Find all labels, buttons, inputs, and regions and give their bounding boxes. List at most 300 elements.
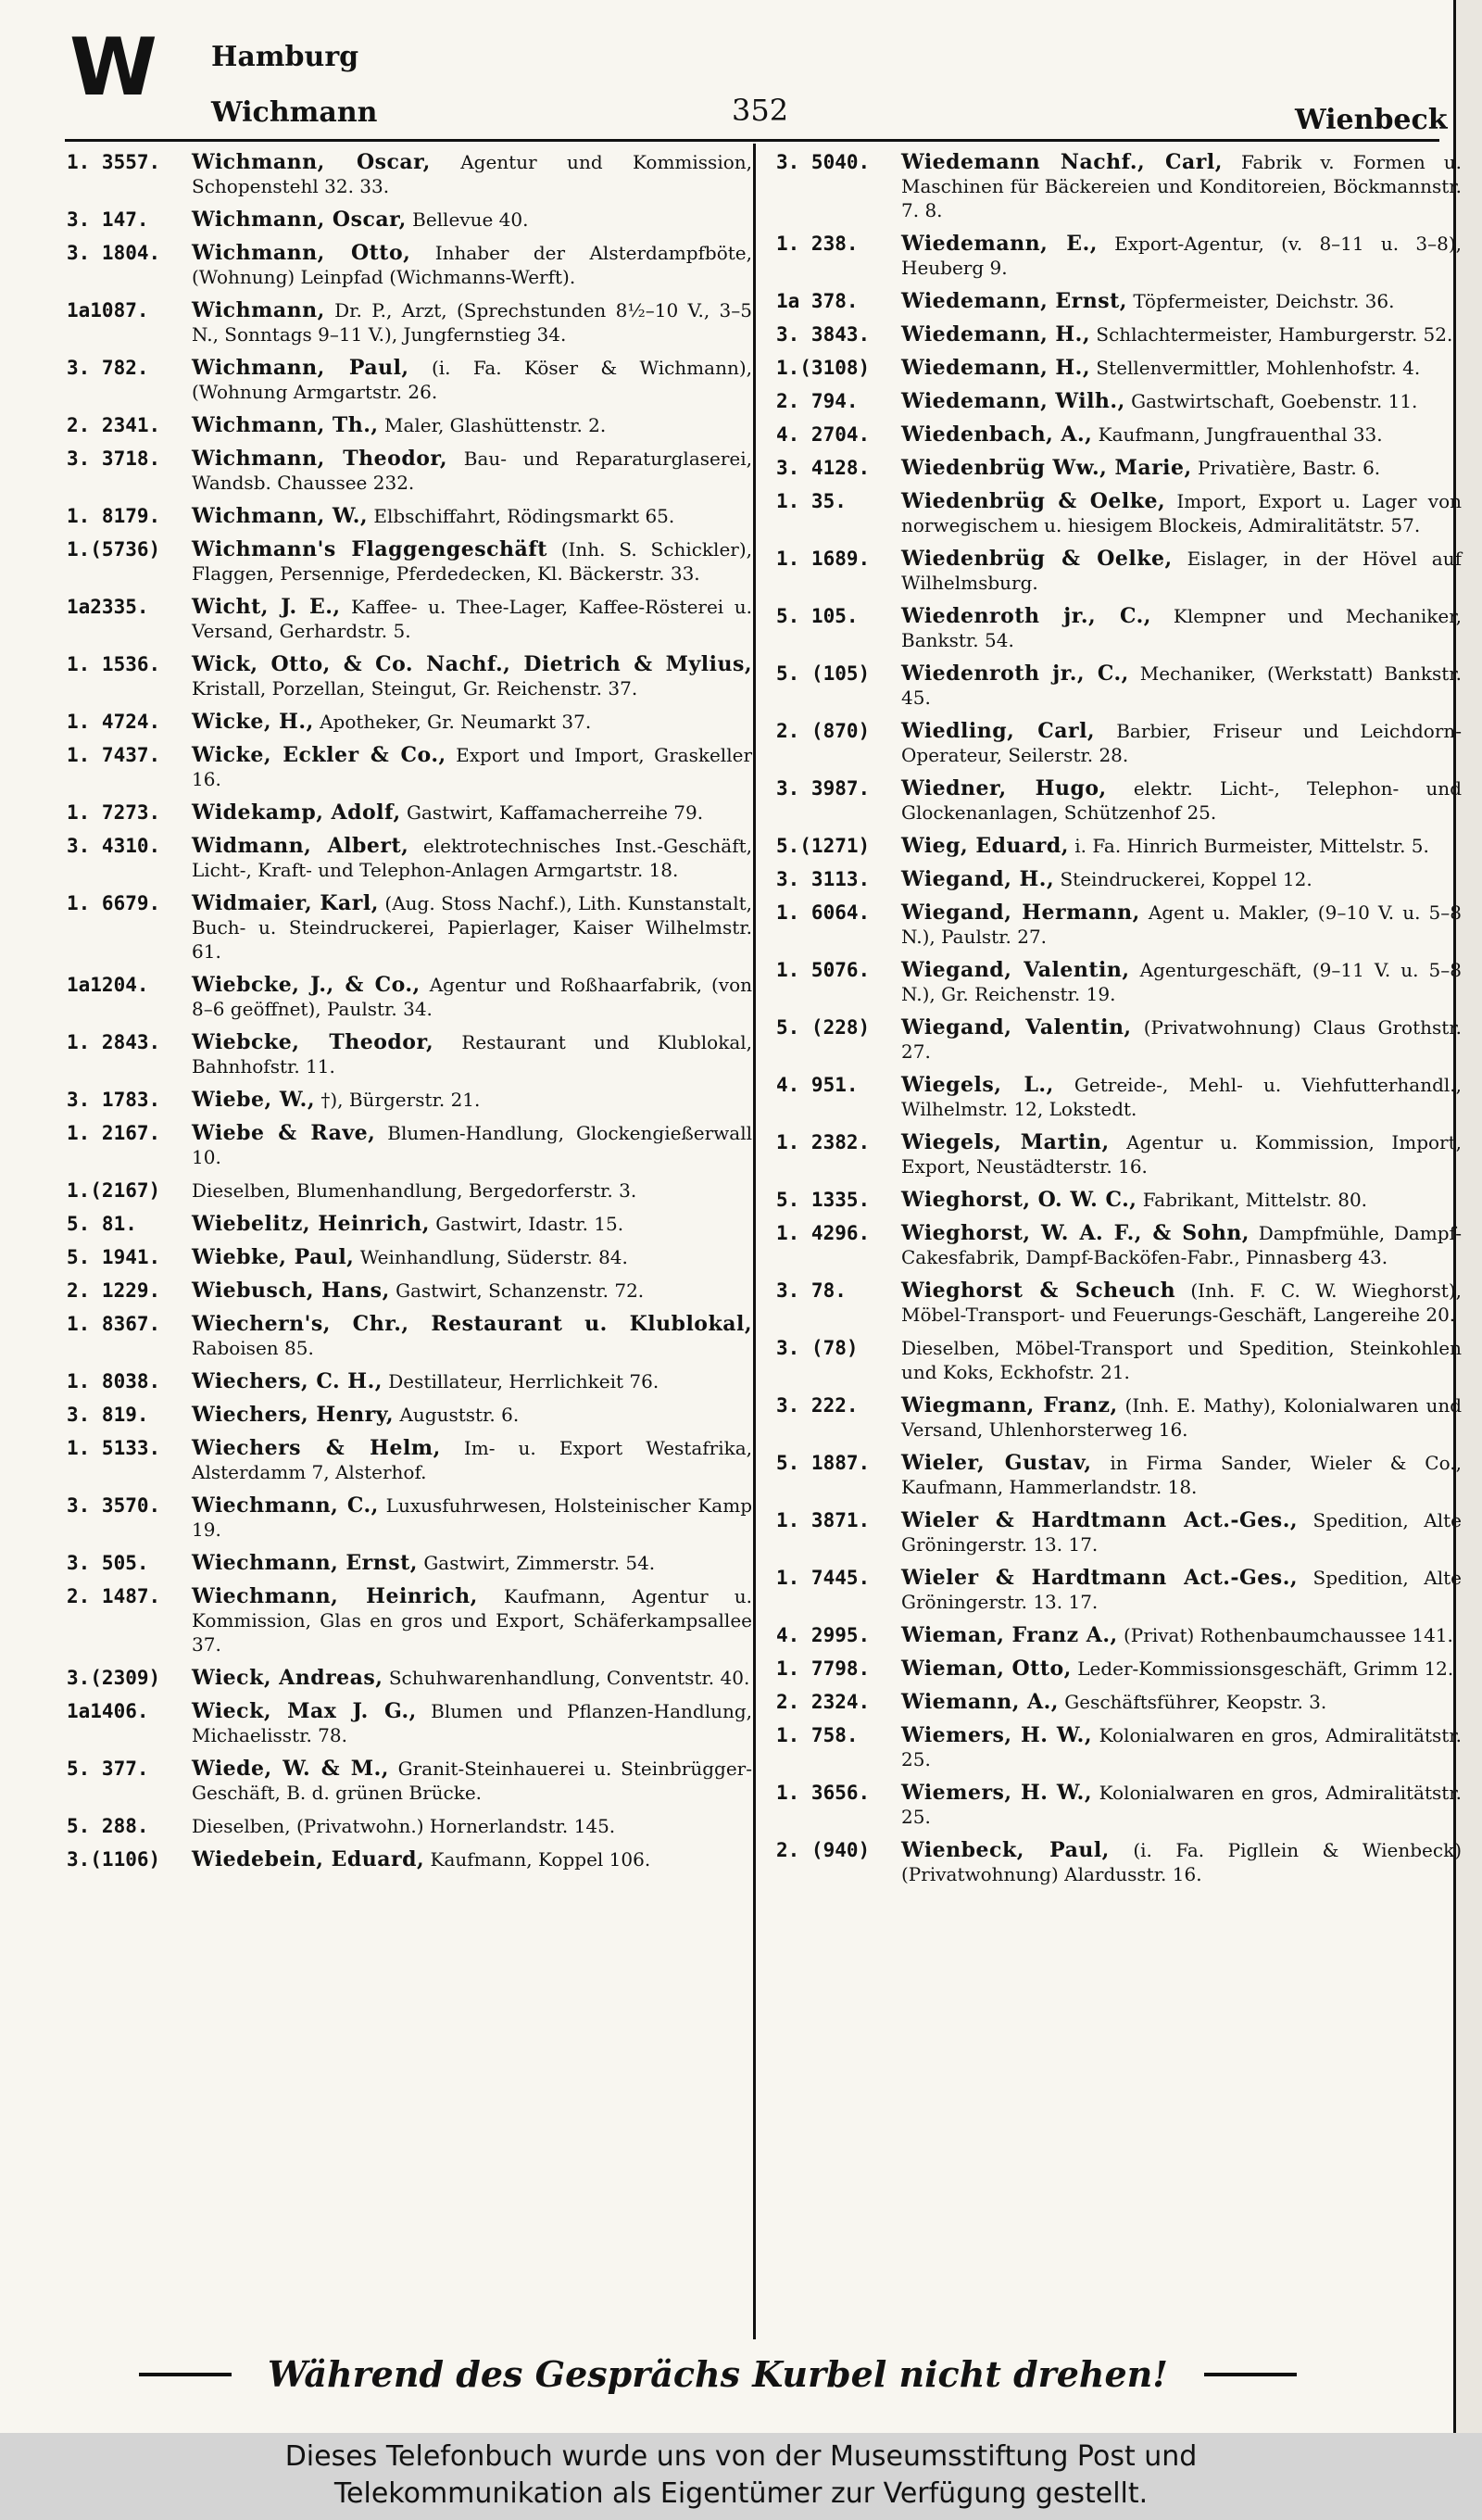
entry-body bbox=[192, 1847, 752, 1871]
directory-entry bbox=[776, 1781, 1462, 1829]
phone-number: 3. 4128. bbox=[776, 457, 871, 479]
entry-body bbox=[901, 1781, 1462, 1829]
directory-entry bbox=[776, 547, 1462, 595]
entry-name: Wieler, Gustav, bbox=[901, 1451, 1092, 1475]
entry-details: (i. Fa. Pigllein & Wienbeck) (Privatwohnung) Alardusstr. 16. bbox=[901, 1839, 1463, 1885]
directory-entry bbox=[776, 150, 1462, 222]
entry-name: Wiebe, W., bbox=[192, 1088, 315, 1112]
entry-name: Wiegand, Valentin, bbox=[901, 958, 1130, 982]
entry-body bbox=[901, 232, 1462, 280]
phone-number: 1. 758. bbox=[776, 1724, 859, 1746]
directory-entry bbox=[776, 1015, 1462, 1064]
phone-number: 4. 2995. bbox=[776, 1624, 871, 1646]
section-letter: W bbox=[69, 21, 156, 114]
entry-name: Wichmann, Oscar, bbox=[192, 150, 431, 174]
phone-number: 4. 951. bbox=[776, 1074, 859, 1096]
entry-body bbox=[901, 489, 1462, 537]
entry-body bbox=[192, 1212, 752, 1236]
entry-details: Agenturgeschäft, (9–11 V. u. 5–8 N.), Gr. Reichenstr. 19. bbox=[901, 959, 1463, 1005]
entry-body bbox=[192, 743, 752, 791]
entry-name: Wiedenbrüg Ww., Marie, bbox=[901, 456, 1192, 480]
phone-number: 5. 377. bbox=[67, 1758, 149, 1780]
directory-entry bbox=[67, 1666, 752, 1690]
entry-name: Wiemers, H. W., bbox=[901, 1723, 1093, 1747]
entry-details: Auguststr. 6. bbox=[399, 1404, 520, 1426]
entry-details: Kaufmann, Jungfrauenthal 33. bbox=[1098, 423, 1383, 446]
entry-body bbox=[192, 1030, 752, 1078]
entry-name: Wiedemann, H., bbox=[901, 356, 1091, 380]
phone-number: 1. 8179. bbox=[67, 505, 161, 527]
phone-number: 3. 222. bbox=[776, 1394, 859, 1417]
entry-body bbox=[901, 901, 1462, 949]
entry-details: Getreide-, Mehl- u. Viehfutterhandl., Wilhelmstr. 12, Lokstedt. bbox=[901, 1074, 1463, 1120]
entry-name: Wichmann, Oscar, bbox=[192, 208, 407, 232]
entry-name: Wiemann, A., bbox=[901, 1690, 1059, 1714]
directory-entry bbox=[67, 447, 752, 495]
directory-entry bbox=[67, 652, 752, 700]
phone-number: 1a2335. bbox=[67, 596, 149, 618]
directory-entry bbox=[67, 710, 752, 734]
directory-entry bbox=[67, 356, 752, 404]
entry-body bbox=[901, 1188, 1462, 1212]
phone-number: 3. 782. bbox=[67, 357, 149, 379]
phone-number: 1a1406. bbox=[67, 1700, 149, 1722]
entry-body bbox=[192, 1088, 752, 1112]
entry-details: (Privatwohnung) Claus Grothstr. 27. bbox=[901, 1016, 1463, 1063]
phone-number: 1. 2167. bbox=[67, 1122, 161, 1144]
entry-name: Wiedenroth jr., C., bbox=[901, 662, 1129, 686]
directory-entry bbox=[776, 1690, 1462, 1714]
directory-entry bbox=[67, 595, 752, 643]
first-entry-heading: Wichmann bbox=[211, 96, 378, 129]
entry-details: Klempner und Mechaniker, Bankstr. 54. bbox=[901, 605, 1462, 651]
entry-name: Wiedenbrüg & Oelke, bbox=[901, 489, 1166, 513]
entry-body bbox=[901, 1279, 1462, 1327]
phone-number: 1. 5076. bbox=[776, 959, 871, 981]
phone-number: 1.(2167) bbox=[67, 1179, 161, 1202]
entry-name: Wieler & Hardtmann Act.-Ges., bbox=[901, 1508, 1299, 1532]
directory-entry bbox=[67, 1814, 752, 1838]
entry-body bbox=[901, 1451, 1462, 1499]
directory-entry bbox=[776, 1336, 1462, 1384]
entry-details: Weinhandlung, Süderstr. 84. bbox=[359, 1246, 628, 1268]
entry-details: Dr. P., Arzt, (Sprechstunden 8½–10 V., 3–5 N., Sonntags 9–11 V.), Jungfernstieg 34. bbox=[192, 299, 752, 346]
phone-number: 5. 1335. bbox=[776, 1189, 871, 1211]
directory-entry bbox=[776, 776, 1462, 825]
directory-entry bbox=[67, 298, 752, 346]
right-column bbox=[776, 150, 1462, 1896]
directory-entry bbox=[67, 1493, 752, 1542]
phone-number: 2. 1487. bbox=[67, 1585, 161, 1607]
entry-name: Wichmann's Flaggengeschäft bbox=[192, 537, 547, 561]
entry-name: Wiegels, L., bbox=[901, 1073, 1054, 1097]
phone-number: 1.(5736) bbox=[67, 538, 161, 561]
entry-name: Wiebke, Paul, bbox=[192, 1245, 355, 1269]
entry-name: Widmann, Albert, bbox=[192, 834, 409, 858]
entry-details: Geschäftsführer, Keopstr. 3. bbox=[1064, 1691, 1327, 1713]
phone-number: 3. 819. bbox=[67, 1404, 149, 1426]
entry-name: Wiedebein, Eduard, bbox=[192, 1847, 425, 1871]
entry-details: Privatière, Bastr. 6. bbox=[1198, 457, 1381, 479]
directory-entry bbox=[67, 1088, 752, 1112]
phone-number: 1. 7437. bbox=[67, 744, 161, 766]
entry-details: Maler, Glashüttenstr. 2. bbox=[383, 414, 607, 436]
entry-name: Wiedemann Nachf., Carl, bbox=[901, 150, 1223, 174]
entry-body bbox=[901, 776, 1462, 825]
directory-entry bbox=[67, 1178, 752, 1203]
entry-details: Fabrik v. Formen u. Maschinen für Bäckereien und Konditoreien, Böckmannstr. 7. 8. bbox=[901, 151, 1462, 221]
entry-details: Import, Export u. Lager von norwegischem u. hiesigem Blockeis, Admiralitätstr. 57. bbox=[901, 490, 1463, 536]
entry-name: Wieck, Max J. G., bbox=[192, 1699, 417, 1723]
slogan-text: Während des Gesprächs Kurbel nicht drehen! bbox=[268, 2353, 1168, 2395]
entry-details: Inhaber der Alsterdampfböte, (Wohnung) Leinpfad (Wichmanns-Werft). bbox=[192, 242, 752, 288]
entry-details: Spedition, Alte Gröningerstr. 13. 17. bbox=[901, 1567, 1463, 1613]
phone-number: 5. 105. bbox=[776, 605, 859, 627]
entry-name: Wiemers, H. W., bbox=[901, 1781, 1093, 1805]
entry-body bbox=[192, 800, 752, 825]
entry-details: Leder-Kommissionsgeschäft, Grimm 12. bbox=[1077, 1657, 1454, 1680]
entry-body bbox=[901, 1393, 1462, 1442]
phone-number: 3. 78. bbox=[776, 1279, 847, 1302]
entry-body bbox=[192, 1369, 752, 1393]
directory-entry bbox=[776, 1221, 1462, 1269]
phone-number: 3. 3570. bbox=[67, 1494, 161, 1517]
phone-number: 3. 1804. bbox=[67, 242, 161, 264]
entry-details: Kaffee- u. Thee-Lager, Kaffee-Rösterei u. Versand, Gerhardstr. 5. bbox=[192, 596, 752, 642]
phone-number: 3. 4310. bbox=[67, 835, 161, 857]
slogan-row bbox=[139, 2353, 1297, 2395]
directory-entry bbox=[67, 743, 752, 791]
entry-name: Wiechmann, Ernst, bbox=[192, 1551, 418, 1575]
entry-body bbox=[901, 150, 1462, 222]
phone-number: 2. 2324. bbox=[776, 1691, 871, 1713]
entry-name: Wiedemann, H., bbox=[901, 322, 1091, 346]
entry-body bbox=[192, 537, 752, 586]
directory-entry bbox=[67, 150, 752, 198]
directory-entry bbox=[776, 322, 1462, 346]
entry-name: Wichmann, Paul, bbox=[192, 356, 409, 380]
phone-number: 1. 8367. bbox=[67, 1313, 161, 1335]
entry-details: Stellenvermittler, Mohlenhofstr. 4. bbox=[1096, 357, 1421, 379]
entry-name: Wienbeck, Paul, bbox=[901, 1838, 1110, 1862]
directory-entry bbox=[776, 1130, 1462, 1178]
footer-notice bbox=[0, 2433, 1482, 2520]
phone-number: 1a 378. bbox=[776, 290, 859, 312]
entry-body bbox=[901, 456, 1462, 480]
entry-details: Agent u. Makler, (9–10 V. u. 5–8 N.), Paulstr. 27. bbox=[901, 901, 1463, 948]
entry-body bbox=[192, 1493, 752, 1542]
directory-entry bbox=[776, 834, 1462, 858]
entry-details: Barbier, Friseur und Leichdorn-Operateur, Seilerstr. 28. bbox=[901, 720, 1463, 766]
entry-name: Wiechers, Henry, bbox=[192, 1403, 395, 1427]
entry-body bbox=[192, 298, 752, 346]
entry-name: Wiebusch, Hans, bbox=[192, 1279, 390, 1303]
entry-name: Wiechmann, C., bbox=[192, 1493, 379, 1518]
phone-number: 1. 4724. bbox=[67, 711, 161, 733]
entry-name: Wiegels, Martin, bbox=[901, 1130, 1110, 1154]
entry-name: Wiedenbrüg & Oelke, bbox=[901, 547, 1173, 571]
entry-details: Restaurant und Klublokal, Bahnhofstr. 11. bbox=[192, 1031, 752, 1077]
directory-entry bbox=[776, 1073, 1462, 1121]
entry-details: Steindruckerei, Koppel 12. bbox=[1060, 868, 1312, 890]
phone-number: 3.(2309) bbox=[67, 1667, 161, 1689]
directory-entry bbox=[67, 1436, 752, 1484]
entry-body bbox=[192, 1699, 752, 1747]
footer-line-1: Dieses Telefonbuch wurde uns von der Museumsstiftung Post und bbox=[284, 2440, 1198, 2473]
directory-entry bbox=[67, 891, 752, 964]
phone-number: 1. 7273. bbox=[67, 801, 161, 824]
phone-number: 5. 288. bbox=[67, 1815, 149, 1837]
directory-entry bbox=[776, 958, 1462, 1006]
entry-body bbox=[901, 1657, 1462, 1681]
entry-body bbox=[901, 1838, 1462, 1886]
entry-name: Wiechers, C. H., bbox=[192, 1369, 383, 1393]
entry-details: Luxusfuhrwesen, Holsteinischer Kamp 19. bbox=[192, 1494, 752, 1541]
directory-entry bbox=[67, 241, 752, 289]
phone-number: 3. 5040. bbox=[776, 151, 871, 173]
entry-details: Kaufmann, Koppel 106. bbox=[430, 1848, 651, 1871]
directory-entry bbox=[776, 867, 1462, 891]
entry-body bbox=[192, 208, 752, 232]
phone-number: 3. 3113. bbox=[776, 868, 871, 890]
directory-entry bbox=[67, 1030, 752, 1078]
directory-entry bbox=[776, 1838, 1462, 1886]
directory-entry bbox=[67, 208, 752, 232]
phone-number: 5. 1887. bbox=[776, 1452, 871, 1474]
entry-details: i. Fa. Hinrich Burmeister, Mittelstr. 5. bbox=[1074, 835, 1429, 857]
entry-body bbox=[192, 1584, 752, 1657]
directory-entry bbox=[67, 1584, 752, 1657]
entry-body bbox=[192, 652, 752, 700]
entry-body bbox=[192, 447, 752, 495]
directory-entry bbox=[776, 1188, 1462, 1212]
entry-details: Gastwirt, Schanzenstr. 72. bbox=[396, 1279, 645, 1302]
directory-entry bbox=[776, 1279, 1462, 1327]
phone-number: 5. (228) bbox=[776, 1016, 871, 1039]
entry-details: Agentur u. Kommission, Import, Export, Neustädterstr. 16. bbox=[901, 1131, 1462, 1178]
entry-details: (Inh. S. Schickler), Flaggen, Persennige, Pferdedecken, Kl. Bäckerstr. 33. bbox=[192, 538, 752, 585]
directory-entry bbox=[67, 1369, 752, 1393]
entry-name: Wieman, Otto, bbox=[901, 1657, 1072, 1681]
entry-body bbox=[901, 422, 1462, 447]
phone-number: 5.(1271) bbox=[776, 835, 871, 857]
entry-name: Wiede, W. & M., bbox=[192, 1757, 389, 1781]
directory-entry bbox=[776, 901, 1462, 949]
phone-number: 1. 1536. bbox=[67, 653, 161, 675]
entry-details: Eislager, in der Hövel auf Wilhelmsburg. bbox=[901, 548, 1463, 594]
directory-entry bbox=[67, 973, 752, 1021]
entry-body bbox=[901, 1336, 1462, 1384]
entry-name: Wiechern's, Chr., Restaurant u. Klublokal, bbox=[192, 1312, 752, 1336]
entry-details: Dieselben, Blumenhandlung, Bergedorferstr. 3. bbox=[192, 1179, 637, 1202]
entry-name: Wiedemann, Ernst, bbox=[901, 289, 1127, 313]
entry-details: Töpfermeister, Deichstr. 36. bbox=[1133, 290, 1395, 312]
entry-body bbox=[901, 834, 1462, 858]
phone-number: 1. 3557. bbox=[67, 151, 161, 173]
entry-body bbox=[901, 356, 1462, 380]
phone-number: 1. 2382. bbox=[776, 1131, 871, 1153]
phone-number: 1. 5133. bbox=[67, 1437, 161, 1459]
phone-number: 2. (870) bbox=[776, 720, 871, 742]
entry-body bbox=[192, 1814, 752, 1838]
phone-number: 1. 2843. bbox=[67, 1031, 161, 1053]
directory-entry bbox=[67, 504, 752, 528]
entry-details: Export und Import, Graskeller 16. bbox=[192, 744, 752, 790]
entry-details: Dieselben, Möbel-Transport und Spedition, Steinkohlen und Koks, Eckhofstr. 21. bbox=[901, 1337, 1462, 1383]
phone-number: 1. 3656. bbox=[776, 1782, 871, 1804]
entry-details: Destillateur, Herrlichkeit 76. bbox=[388, 1370, 659, 1392]
entry-details: Granit-Steinhauerei u. Steinbrügger-Geschäft, B. d. grünen Brücke. bbox=[192, 1758, 752, 1804]
entry-details: Export-Agentur, (v. 8–11 u. 3–8), Heuberg 9. bbox=[901, 233, 1462, 279]
phone-number: 5. 1941. bbox=[67, 1246, 161, 1268]
phone-number: 1a1087. bbox=[67, 299, 149, 321]
entry-details: Dieselben, (Privatwohn.) Hornerlandstr. 145. bbox=[192, 1815, 616, 1837]
entry-name: Wiebelitz, Heinrich, bbox=[192, 1212, 430, 1236]
directory-entry bbox=[67, 1551, 752, 1575]
entry-body bbox=[192, 1312, 752, 1360]
directory-entry bbox=[776, 1566, 1462, 1614]
directory-entry bbox=[67, 834, 752, 882]
entry-body bbox=[901, 389, 1462, 413]
directory-entry bbox=[776, 604, 1462, 652]
entry-name: Wiechmann, Heinrich, bbox=[192, 1584, 478, 1608]
last-entry-heading: Wienbeck bbox=[1295, 104, 1448, 136]
entry-body bbox=[901, 1508, 1462, 1556]
entry-body bbox=[901, 719, 1462, 767]
entry-name: Wiegand, Valentin, bbox=[901, 1015, 1132, 1040]
phone-number: 1. 1689. bbox=[776, 548, 871, 570]
entry-details: (Aug. Stoss Nachf.), Lith. Kunstanstalt, Buch- u. Steindruckerei, Papierlager, Kaiser Wilhelmstr. 61. bbox=[192, 892, 753, 963]
entry-details: Fabrikant, Mittelstr. 80. bbox=[1142, 1189, 1368, 1211]
entry-body bbox=[192, 1279, 752, 1303]
entry-name: Wieman, Franz A., bbox=[901, 1623, 1118, 1647]
directory-entry bbox=[67, 1699, 752, 1747]
phone-number: 2. 1229. bbox=[67, 1279, 161, 1302]
phone-number: 1. 6679. bbox=[67, 892, 161, 914]
entry-body bbox=[192, 150, 752, 198]
entry-body bbox=[901, 604, 1462, 652]
entry-details: Gastwirt, Zimmerstr. 54. bbox=[423, 1552, 656, 1574]
directory-entry bbox=[67, 1312, 752, 1360]
entry-body bbox=[192, 1666, 752, 1690]
city-heading: Hamburg bbox=[211, 41, 359, 73]
directory-entry bbox=[67, 1757, 752, 1805]
directory-entry bbox=[776, 1657, 1462, 1681]
directory-entry bbox=[776, 719, 1462, 767]
entry-body bbox=[192, 973, 752, 1021]
entry-details: Gastwirt, Kaffamacherreihe 79. bbox=[407, 801, 704, 824]
entry-details: (Privat) Rothenbaumchaussee 141. bbox=[1124, 1624, 1453, 1646]
entry-name: Wiedner, Hugo, bbox=[901, 776, 1107, 800]
entry-body bbox=[192, 1178, 752, 1203]
entry-body bbox=[901, 1015, 1462, 1064]
phone-number: 1. 8038. bbox=[67, 1370, 161, 1392]
entry-body bbox=[192, 241, 752, 289]
directory-entry bbox=[776, 489, 1462, 537]
entry-name: Wiedenbach, A., bbox=[901, 422, 1093, 447]
entry-body bbox=[192, 710, 752, 734]
entry-details: Mechaniker, (Werkstatt) Bankstr. 45. bbox=[901, 662, 1462, 709]
entry-body bbox=[192, 1121, 752, 1169]
entry-name: Wiedling, Carl, bbox=[901, 719, 1096, 743]
entry-name: Wicht, J. E., bbox=[192, 595, 341, 619]
entry-body bbox=[192, 891, 752, 964]
entry-name: Wiegand, H., bbox=[901, 867, 1055, 891]
entry-body bbox=[901, 1690, 1462, 1714]
entry-details: elektrotechnisches Inst.-Geschäft, Licht-, Kraft- und Telephon-Anlagen Armgartstr. 18. bbox=[192, 835, 753, 881]
directory-entry bbox=[776, 232, 1462, 280]
entry-details: Agentur und Kommission, Schopenstehl 32. 33. bbox=[192, 151, 752, 197]
phone-number: 1a1204. bbox=[67, 974, 149, 996]
entry-details: Kaufmann, Agentur u. Kommission, Glas en gros und Export, Schäferkampsallee 37. bbox=[192, 1585, 753, 1656]
entry-name: Wiedenroth jr., C., bbox=[901, 604, 1151, 628]
entry-details: Gastwirt, Idastr. 15. bbox=[435, 1213, 624, 1235]
phone-number: 1. 3871. bbox=[776, 1509, 871, 1531]
directory-entry bbox=[67, 1403, 752, 1427]
directory-entry bbox=[67, 800, 752, 825]
phone-number: 1. 238. bbox=[776, 233, 859, 255]
entry-body bbox=[901, 1073, 1462, 1121]
entry-name: Widekamp, Adolf, bbox=[192, 800, 401, 825]
directory-entry bbox=[776, 422, 1462, 447]
phone-number: 1. 7445. bbox=[776, 1567, 871, 1589]
entry-details: Raboisen 85. bbox=[192, 1337, 314, 1359]
entry-details: Kolonialwaren en gros, Admiralitätstr. 25. bbox=[901, 1782, 1463, 1828]
directory-entry bbox=[67, 413, 752, 437]
entry-name: Wieg, Eduard, bbox=[901, 834, 1069, 858]
phone-number: 5. 81. bbox=[67, 1213, 137, 1235]
entry-body bbox=[192, 356, 752, 404]
entry-details: elektr. Licht-, Telephon- und Glockenanlagen, Schützenhof 25. bbox=[901, 777, 1462, 824]
entry-name: Wichmann, Th., bbox=[192, 413, 379, 437]
directory-entry bbox=[67, 1279, 752, 1303]
entry-body bbox=[192, 1757, 752, 1805]
directory-entry bbox=[776, 1623, 1462, 1647]
entry-body bbox=[192, 413, 752, 437]
phone-number: 3. 3987. bbox=[776, 777, 871, 800]
phone-number: 3. 1783. bbox=[67, 1089, 161, 1111]
entry-details: †), Bürgerstr. 21. bbox=[320, 1089, 481, 1111]
entry-details: Gastwirtschaft, Goebenstr. 11. bbox=[1131, 390, 1418, 412]
directory-entry bbox=[776, 662, 1462, 710]
entry-name: Wiebcke, Theodor, bbox=[192, 1030, 434, 1054]
entry-body bbox=[192, 1403, 752, 1427]
entry-name: Wiedemann, E., bbox=[901, 232, 1098, 256]
phone-number: 5. (105) bbox=[776, 662, 871, 685]
phone-number: 3. (78) bbox=[776, 1337, 859, 1359]
entry-details: Blumen und Pflanzen-Handlung, Michaelisstr. 78. bbox=[192, 1700, 753, 1746]
entry-body bbox=[192, 1245, 752, 1269]
entry-body bbox=[901, 289, 1462, 313]
directory-entry bbox=[776, 356, 1462, 380]
entry-details: (Inh. E. Mathy), Kolonialwaren und Versand, Uhlenhorsterweg 16. bbox=[901, 1394, 1463, 1441]
slogan-rule-left bbox=[139, 2373, 232, 2376]
entry-body bbox=[192, 1436, 752, 1484]
entry-details: Schuhwarenhandlung, Conventstr. 40. bbox=[388, 1667, 750, 1689]
phone-number: 3. 505. bbox=[67, 1552, 149, 1574]
entry-name: Wiegmann, Franz, bbox=[901, 1393, 1118, 1418]
phone-number: 1. 7798. bbox=[776, 1657, 871, 1680]
entry-details: Blumen-Handlung, Glockengießerwall 10. bbox=[192, 1122, 753, 1168]
directory-entry bbox=[67, 1847, 752, 1871]
entry-name: Wiebe & Rave, bbox=[192, 1121, 376, 1145]
entry-body bbox=[901, 1623, 1462, 1647]
entry-name: Wieghorst, O. W. C., bbox=[901, 1188, 1137, 1212]
entry-body bbox=[192, 595, 752, 643]
entry-details: Agentur und Roßhaarfabrik, (von 8–6 geöffnet), Paulstr. 34. bbox=[192, 974, 753, 1020]
entry-body bbox=[901, 958, 1462, 1006]
entry-name: Wicke, Eckler & Co., bbox=[192, 743, 446, 767]
